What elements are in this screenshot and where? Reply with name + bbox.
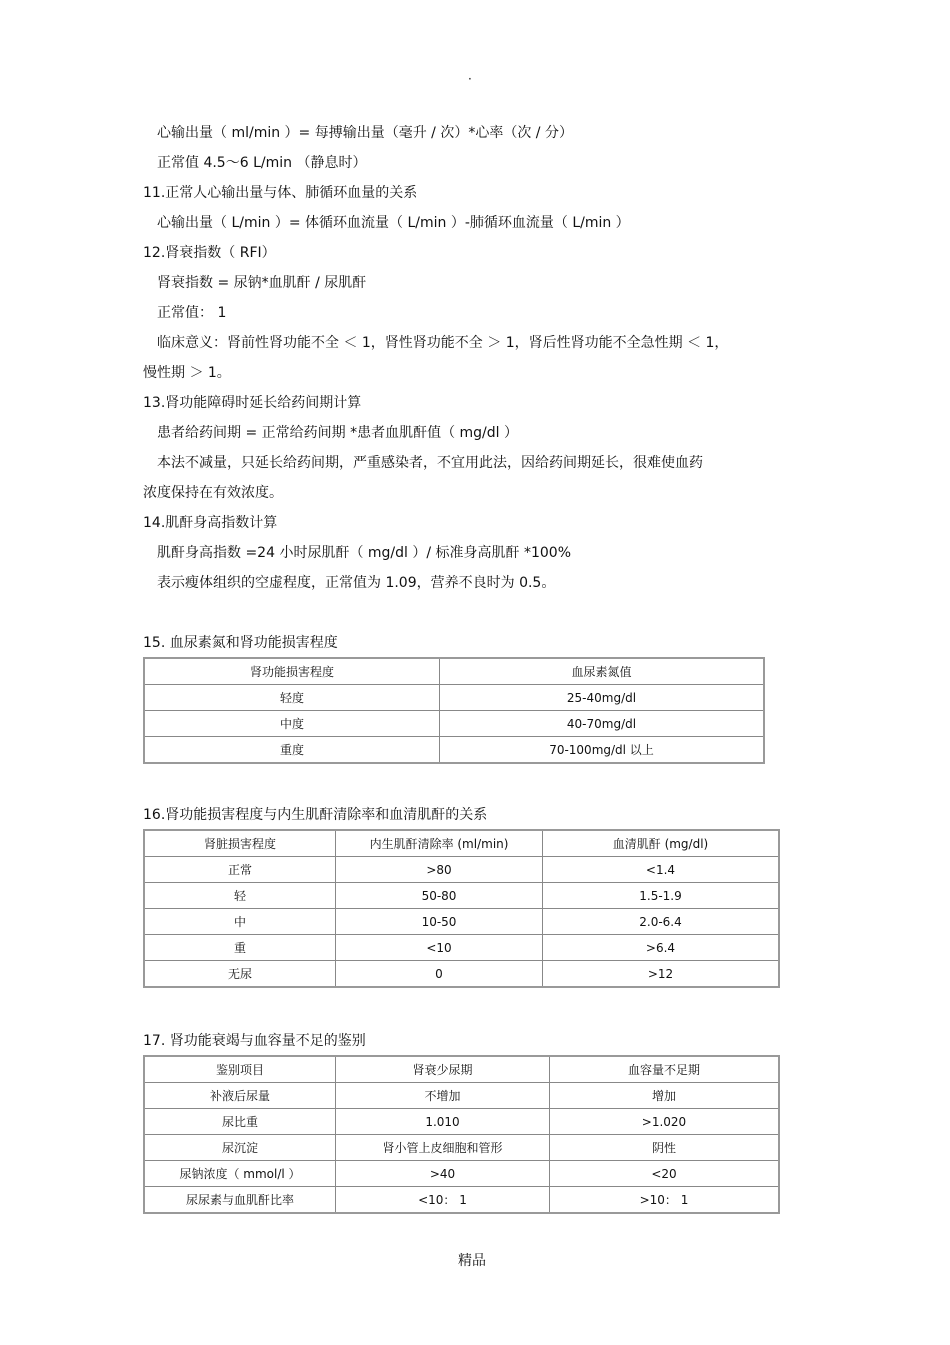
table-cell: 2.0-6.4 <box>543 909 780 935</box>
table-cell: 尿比重 <box>144 1109 336 1135</box>
table-cell: 不增加 <box>336 1083 550 1109</box>
text-line: 临床意义：肾前性肾功能不全 ＜ 1，肾性肾功能不全 ＞ 1，肾后性肾功能不全急性期 ＜ 1， <box>157 335 729 351</box>
table-header-cell: 肾功能损害程度 <box>144 658 440 685</box>
table-cell: 尿尿素与血肌酐比率 <box>144 1187 336 1214</box>
table-header-cell: 血尿素氮值 <box>440 658 765 685</box>
table-cell: >80 <box>336 857 543 883</box>
table-cell: 50-80 <box>336 883 543 909</box>
table-cell: <1.4 <box>543 857 780 883</box>
table-cell: 1.010 <box>336 1109 550 1135</box>
table-cell: <10 <box>336 935 543 961</box>
table-row <box>144 857 779 883</box>
table-header-cell: 内生肌酐清除率 (ml/min) <box>336 830 543 857</box>
table15-title: 15. 血尿素氮和肾功能损害程度 <box>143 635 338 651</box>
table-cell: >1.020 <box>550 1109 780 1135</box>
section-heading: 12.肾衰指数（ RFI） <box>143 245 276 261</box>
table-cell: >10： 1 <box>550 1187 780 1214</box>
table-row <box>144 1109 779 1135</box>
table-row <box>144 883 779 909</box>
text-line: 浓度保持在有效浓度。 <box>143 485 283 501</box>
table-cell: <20 <box>550 1161 780 1187</box>
text-line: 正常值 4.5～6 L/min （静息时） <box>157 155 367 171</box>
table-cell: 阴性 <box>550 1135 780 1161</box>
table-row <box>144 737 764 764</box>
table-header-cell: 血容量不足期 <box>550 1056 780 1083</box>
table-cell: 70-100mg/dl 以上 <box>440 737 765 764</box>
table17-title: 17. 肾功能衰竭与血容量不足的鉴别 <box>143 1033 366 1049</box>
table15 <box>143 657 765 764</box>
table-cell: 10-50 <box>336 909 543 935</box>
table-cell: 0 <box>336 961 543 988</box>
table-header-cell: 鉴别项目 <box>144 1056 336 1083</box>
table-row <box>144 711 764 737</box>
text-line: 肾衰指数 = 尿钠*血肌酐 / 尿肌酐 <box>157 275 367 291</box>
table-cell: 1.5-1.9 <box>543 883 780 909</box>
table-cell: 40-70mg/dl <box>440 711 765 737</box>
section-heading: 14.肌酐身高指数计算 <box>143 515 278 531</box>
text-line: 心输出量（ ml/min ）= 每搏输出量（毫升 / 次）*心率（次 / 分） <box>157 125 573 141</box>
table-cell: 肾小管上皮细胞和管形 <box>336 1135 550 1161</box>
table-cell: >40 <box>336 1161 550 1187</box>
text-line: 肌酐身高指数 =24 小时尿肌酐（ mg/dl ）/ 标准身高肌酐 *100% <box>157 545 572 561</box>
table-cell: 重度 <box>144 737 440 764</box>
table-header-cell: 肾脏损害程度 <box>144 830 336 857</box>
table16-title: 16.肾功能损害程度与内生肌酐清除率和血清肌酐的关系 <box>143 807 488 823</box>
text-line: 慢性期 ＞ 1。 <box>143 365 231 381</box>
table-row <box>144 1135 779 1161</box>
page-footer: 精品 <box>458 1253 486 1269</box>
table-row <box>144 909 779 935</box>
section-heading: 13.肾功能障碍时延长给药间期计算 <box>143 395 362 411</box>
table16 <box>143 829 780 988</box>
table-cell: 无尿 <box>144 961 336 988</box>
text-line: 表示瘦体组织的空虚程度，正常值为 1.09，营养不良时为 0.5。 <box>157 575 556 591</box>
text-line: 患者给药间期 = 正常给药间期 *患者血肌酐值（ mg/dl ） <box>157 425 518 441</box>
text-line: 本法不减量，只延长给药间期，严重感染者，不宜用此法，因给药间期延长，很难使血药 <box>157 455 703 471</box>
table-cell: 25-40mg/dl <box>440 685 765 711</box>
table-cell: 增加 <box>550 1083 780 1109</box>
table-header-cell: 肾衰少尿期 <box>336 1056 550 1083</box>
table-cell: >6.4 <box>543 935 780 961</box>
table-row <box>144 961 779 988</box>
table17 <box>143 1055 780 1214</box>
text-line: 心输出量（ L/min ）= 体循环血流量（ L/min ）-肺循环血流量（ L/min ） <box>157 215 630 231</box>
table-header-row <box>144 1056 779 1083</box>
table-row <box>144 935 779 961</box>
table-header-cell: 血清肌酐 (mg/dl) <box>543 830 780 857</box>
table-header-row <box>144 830 779 857</box>
text-line: 正常值： 1 <box>157 305 227 321</box>
table-cell: >12 <box>543 961 780 988</box>
table-cell: 尿沉淀 <box>144 1135 336 1161</box>
table-header-row <box>144 658 764 685</box>
table-cell: 中度 <box>144 711 440 737</box>
table-row <box>144 1187 779 1214</box>
table-cell: 轻 <box>144 883 336 909</box>
table-cell: 补液后尿量 <box>144 1083 336 1109</box>
table-cell: 尿钠浓度（ mmol/l ） <box>144 1161 336 1187</box>
table-row <box>144 685 764 711</box>
table-cell: 正常 <box>144 857 336 883</box>
header-mark: · <box>468 72 472 86</box>
table-cell: 重 <box>144 935 336 961</box>
table-row <box>144 1161 779 1187</box>
section-heading: 11.正常人心输出量与体、肺循环血量的关系 <box>143 185 418 201</box>
table-row <box>144 1083 779 1109</box>
table-cell: 轻度 <box>144 685 440 711</box>
table-cell: <10： 1 <box>336 1187 550 1214</box>
table-cell: 中 <box>144 909 336 935</box>
